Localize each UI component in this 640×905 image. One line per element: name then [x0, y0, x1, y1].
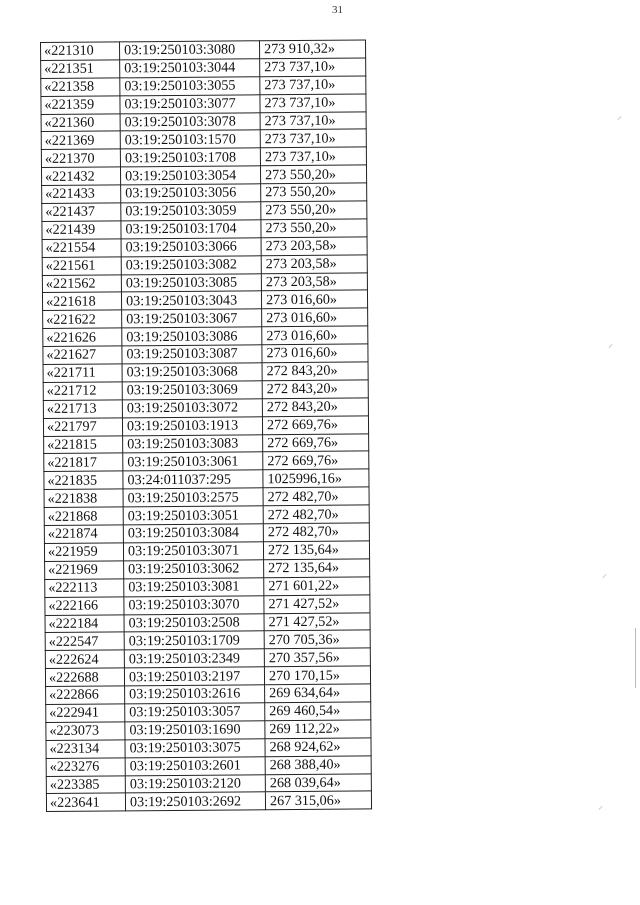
- cadastral-number-cell: 03:19:250103:3062: [124, 560, 264, 579]
- amount-cell: 273 737,10»: [260, 58, 366, 77]
- cadastral-number-cell: 03:19:250103:2692: [125, 792, 265, 811]
- record-number-cell: «221358: [41, 78, 120, 97]
- cadastral-number-cell: 03:19:250103:2197: [124, 667, 264, 686]
- cadastral-number-cell: 03:19:250103:3059: [121, 202, 261, 221]
- record-number-cell: «221359: [41, 96, 120, 115]
- cadastral-number-cell: 03:19:250103:3081: [124, 577, 264, 596]
- cadastral-number-cell: 03:19:250103:2120: [125, 774, 265, 793]
- amount-cell: 269 634,64»: [265, 684, 371, 703]
- scan-mark: ⸝: [617, 111, 622, 122]
- record-number-cell: «222547: [45, 632, 124, 651]
- cadastral-number-cell: 03:19:250103:3075: [125, 738, 265, 757]
- record-number-cell: «222941: [46, 704, 125, 723]
- table-row: [46, 791, 371, 811]
- amount-cell: 268 388,40»: [265, 756, 371, 775]
- record-number-cell: «223385: [46, 775, 125, 794]
- record-number-cell: «221618: [42, 292, 121, 311]
- cadastral-number-cell: 03:19:250103:2575: [123, 488, 263, 507]
- cadastral-number-cell: 03:19:250103:3057: [125, 703, 265, 722]
- record-number-cell: «223641: [46, 793, 125, 812]
- cadastral-number-cell: 03:19:250103:3054: [120, 166, 260, 185]
- record-number-cell: «221868: [44, 507, 123, 526]
- amount-cell: 273 016,60»: [262, 344, 368, 363]
- cadastral-number-cell: 03:19:250103:2616: [125, 685, 265, 704]
- record-number-cell: «222688: [45, 668, 124, 687]
- cadastral-number-cell: 03:19:250103:1708: [120, 148, 260, 167]
- amount-cell: 273 910,32»: [259, 40, 365, 59]
- amount-cell: 270 357,56»: [264, 648, 370, 667]
- amount-cell: 273 737,10»: [260, 112, 366, 131]
- cadastral-number-cell: 03:19:250103:2508: [124, 613, 264, 632]
- cadastral-number-cell: 03:24:011037:295: [123, 470, 263, 489]
- cadastral-number-cell: 03:19:250103:1704: [121, 220, 261, 239]
- record-number-cell: «221874: [44, 525, 123, 544]
- cadastral-number-cell: 03:19:250103:3082: [121, 255, 261, 274]
- cadastral-number-cell: 03:19:250103:3084: [123, 524, 263, 543]
- cadastral-number-cell: 03:19:250103:3083: [123, 434, 263, 453]
- amount-cell: 268 924,62»: [265, 738, 371, 757]
- cadastral-number-cell: 03:19:250103:3070: [124, 595, 264, 614]
- cadastral-number-cell: 03:19:250103:3066: [121, 238, 261, 257]
- record-number-cell: «221310: [41, 42, 120, 61]
- amount-cell: 271 601,22»: [264, 577, 370, 596]
- cadastral-number-cell: 03:19:250103:2349: [124, 649, 264, 668]
- amount-cell: 272 843,20»: [262, 380, 368, 399]
- record-number-cell: «221562: [42, 274, 121, 293]
- record-number-cell: «221711: [43, 364, 122, 383]
- table-wrapper: [40, 39, 372, 812]
- record-number-cell: «221437: [42, 203, 121, 222]
- record-number-cell: «221815: [44, 435, 123, 454]
- record-number-cell: «222866: [46, 686, 125, 705]
- amount-cell: 273 737,10»: [260, 129, 366, 148]
- amount-cell: 272 135,64»: [263, 541, 369, 560]
- scan-mark: ⸝: [602, 569, 607, 580]
- cadastral-number-cell: 03:19:250103:3044: [120, 59, 260, 78]
- record-number-cell: «221554: [42, 239, 121, 258]
- record-number-cell: «221439: [42, 221, 121, 240]
- amount-cell: 273 203,58»: [261, 273, 367, 292]
- record-number-cell: «221432: [41, 167, 120, 186]
- record-number-cell: «221622: [43, 310, 122, 329]
- cadastral-number-cell: 03:19:250103:1709: [124, 631, 264, 650]
- data-table: [40, 39, 372, 812]
- amount-cell: 273 550,20»: [261, 201, 367, 220]
- amount-cell: 272 669,76»: [262, 416, 368, 435]
- amount-cell: 273 550,20»: [261, 219, 367, 238]
- record-number-cell: «221369: [41, 131, 120, 150]
- record-number-cell: «223073: [46, 722, 125, 741]
- amount-cell: 273 016,60»: [261, 290, 367, 309]
- record-number-cell: «222113: [45, 579, 124, 598]
- amount-cell: 270 170,15»: [264, 666, 370, 685]
- amount-cell: 272 482,70»: [263, 523, 369, 542]
- record-number-cell: «222624: [45, 650, 124, 669]
- cadastral-number-cell: 03:19:250103:1570: [120, 130, 260, 149]
- amount-cell: 273 016,60»: [262, 308, 368, 327]
- cadastral-number-cell: 03:19:250103:3069: [122, 381, 262, 400]
- amount-cell: 273 203,58»: [261, 237, 367, 256]
- cadastral-number-cell: 03:19:250103:3061: [123, 452, 263, 471]
- record-number-cell: «223134: [46, 740, 125, 759]
- cadastral-number-cell: 03:19:250103:3072: [122, 399, 262, 418]
- record-number-cell: «221797: [43, 418, 122, 437]
- cadastral-number-cell: 03:19:250103:3043: [121, 291, 261, 310]
- amount-cell: 272 843,20»: [262, 362, 368, 381]
- cadastral-number-cell: 03:19:250103:3085: [121, 273, 261, 292]
- amount-cell: 272 669,76»: [263, 434, 369, 453]
- amount-cell: 273 737,10»: [260, 76, 366, 95]
- page-number: 31: [332, 4, 343, 16]
- record-number-cell: «221626: [43, 328, 122, 347]
- record-number-cell: «221713: [43, 400, 122, 419]
- amount-cell: 272 843,20»: [262, 398, 368, 417]
- record-number-cell: «221712: [43, 382, 122, 401]
- amount-cell: 273 737,10»: [260, 147, 366, 166]
- cadastral-number-cell: 03:19:250103:3087: [122, 345, 262, 364]
- record-number-cell: «221959: [44, 543, 123, 562]
- record-number-cell: «221835: [44, 471, 123, 490]
- cadastral-number-cell: 03:19:250103:1690: [125, 721, 265, 740]
- record-number-cell: «221433: [42, 185, 121, 204]
- record-number-cell: «221360: [41, 113, 120, 132]
- record-number-cell: «221838: [44, 489, 123, 508]
- amount-cell: 1025996,16»: [263, 469, 369, 488]
- record-number-cell: «222166: [45, 596, 124, 615]
- amount-cell: 267 315,06»: [265, 791, 371, 810]
- record-number-cell: «221370: [41, 149, 120, 168]
- cadastral-number-cell: 03:19:250103:3056: [121, 184, 261, 203]
- cadastral-number-cell: 03:19:250103:3080: [120, 41, 260, 60]
- cadastral-number-cell: 03:19:250103:3055: [120, 77, 260, 96]
- cadastral-number-cell: 03:19:250103:3078: [120, 112, 260, 131]
- amount-cell: 273 737,10»: [260, 94, 366, 113]
- amount-cell: 272 482,70»: [263, 505, 369, 524]
- cadastral-number-cell: 03:19:250103:3071: [123, 542, 263, 561]
- cadastral-number-cell: 03:19:250103:3086: [122, 327, 262, 346]
- cadastral-number-cell: 03:19:250103:3067: [122, 309, 262, 328]
- amount-cell: 272 669,76»: [263, 451, 369, 470]
- record-number-cell: «222184: [45, 614, 124, 633]
- amount-cell: 273 550,20»: [260, 165, 366, 184]
- scan-mark: ⸝: [598, 801, 603, 812]
- amount-cell: 270 705,36»: [264, 630, 370, 649]
- amount-cell: 272 135,64»: [264, 559, 370, 578]
- scan-mark: ⸝: [608, 339, 613, 350]
- cadastral-number-cell: 03:19:250103:3077: [120, 94, 260, 113]
- record-number-cell: «221561: [42, 257, 121, 276]
- amount-cell: 272 482,70»: [263, 487, 369, 506]
- amount-cell: 269 112,22»: [265, 720, 371, 739]
- amount-cell: 273 550,20»: [261, 183, 367, 202]
- cadastral-number-cell: 03:19:250103:1913: [122, 416, 262, 435]
- cadastral-number-cell: 03:19:250103:3051: [123, 506, 263, 525]
- record-number-cell: «221627: [43, 346, 122, 365]
- scan-edge-mark: [635, 628, 636, 688]
- record-number-cell: «221817: [44, 453, 123, 472]
- amount-cell: 268 039,64»: [265, 773, 371, 792]
- record-number-cell: «221969: [45, 561, 124, 580]
- cadastral-number-cell: 03:19:250103:3068: [122, 363, 262, 382]
- table-body: [41, 40, 372, 812]
- cadastral-number-cell: 03:19:250103:2601: [125, 756, 265, 775]
- record-number-cell: «223276: [46, 757, 125, 776]
- amount-cell: 271 427,52»: [264, 595, 370, 614]
- amount-cell: 273 016,60»: [262, 326, 368, 345]
- amount-cell: 273 203,58»: [261, 255, 367, 274]
- amount-cell: 271 427,52»: [264, 612, 370, 631]
- amount-cell: 269 460,54»: [265, 702, 371, 721]
- record-number-cell: «221351: [41, 60, 120, 79]
